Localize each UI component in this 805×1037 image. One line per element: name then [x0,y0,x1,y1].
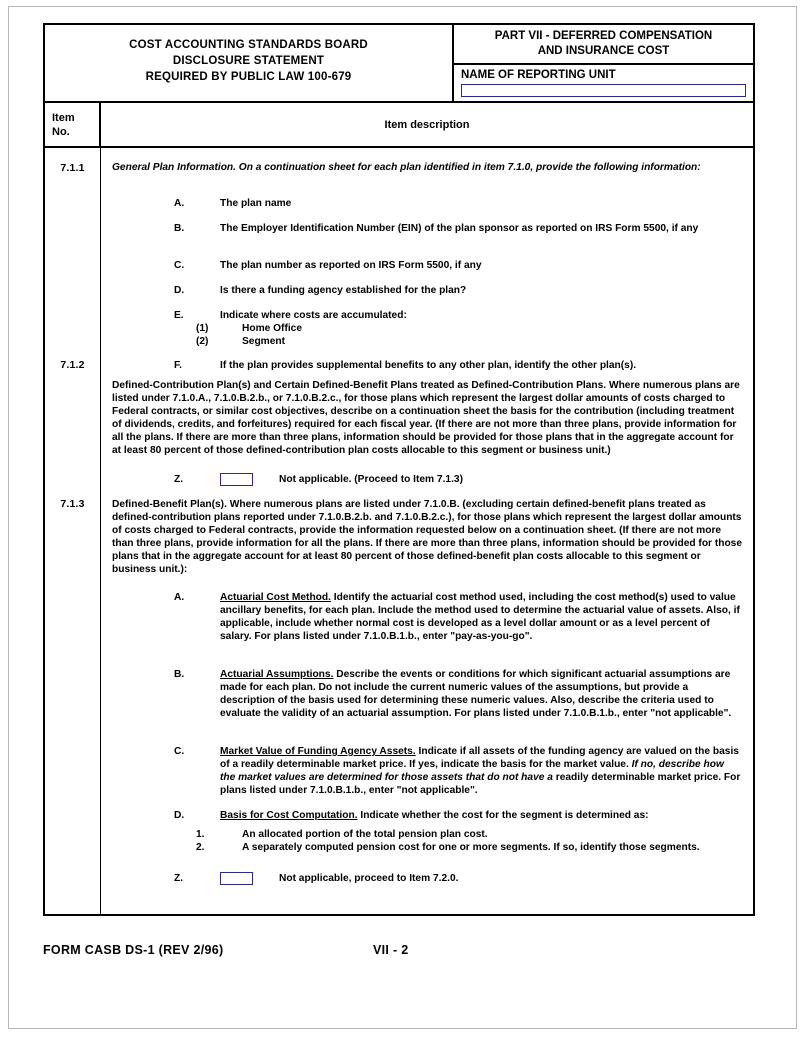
item-7-1-1-sub-e-1-text: Home Office [242,323,303,334]
item-7-1-3-z-label: Z. [174,873,184,884]
item-7-1-1-sub-f-text: If the plan provides supplemental benefits to any other plan, identify the other plan(s). [220,360,637,371]
item-7-1-1-sub-d-label: D. [174,285,185,296]
column-header-item-no-line2: No. [52,125,70,138]
item-7-1-3-sub-c-text-1: Indicate if all assets of the funding agency are valued on the basis of a readily determinable market price. If yes, indicate the basis for the market value. [220,746,739,771]
item-7-1-1-sub-e-2-label: (2) [196,336,209,347]
item-7-1-1-intro [112,161,743,174]
item-7-1-3-sub-d [174,809,741,822]
item-7-1-1-sub-c-label: C. [174,260,185,271]
form-title-line-1: COST ACCOUNTING STANDARDS BOARD [129,39,368,51]
table-column-header [43,103,755,148]
item-7-1-3-sub-c [174,745,741,797]
item-no-column [45,148,101,914]
item-7-1-2-z-text: Not applicable. (Proceed to Item 7.1.3) [279,474,463,485]
item-7-1-3-sub-c-title: Market Value of Funding Agency Assets. [220,746,416,757]
item-7-1-3-sub-a-title: Actuarial Cost Method. [220,592,331,603]
item-7-1-3-not-applicable-checkbox[interactable] [220,872,253,885]
form-title-line-3: REQUIRED BY PUBLIC LAW 100-679 [145,71,352,83]
item-7-1-3-sub-a-body [220,591,741,643]
item-7-1-3-sub-b-label: B. [174,669,185,680]
item-7-1-2-intro-text: Defined-Contribution Plan(s) and Certain Defined-Benefit Plans treated as Defined-Contribution Plans. Where numerous plans are listed under 7.1.0.A., 7.1.0.B.2.b., or 7.1.0.B.2.c., for those plans which represent the largest dollar amounts of costs charged to Federal contracts, or similar cost objectives, describe on a continuation sheet the basis for the contribution (including treatment of dividends, credits, and forfeitures) required for each fiscal year. (If there are not more than three plans, provide information for all the plans. If there are more than three plans, information should be provided for those plans that in the aggregate account for at least 80 percent of those defined-contribution plan costs allocable to this segment or business unit.) [112,380,740,457]
form-sheet [43,23,755,923]
item-7-1-3-sub-a-label: A. [174,592,185,603]
item-7-1-1-sub-b [174,222,741,235]
page-footer [43,943,755,963]
item-7-1-3-sub-b-text: Describe the events or conditions for which significant actuarial assumptions are made for each plan. Do not include the current numeric values of the assumptions, but provide a description of the basis used for determining these numeric values. Also, describe the criteria used to evaluate the validity of an actuarial assumption. For plans listed under 7.1.0.B.1.b., enter "not applicable". [220,669,732,720]
item-7-1-3-intro-text: Defined-Benefit Plan(s). Where numerous plans are listed under 7.1.0.B. (excluding certain defined-benefit plans treated as defined-contribution plans reported under 7.1.0.B.2.b. and 7.1.0.B.2.c.), for those plans which represent the largest dollar amounts of costs charged to Federal contracts, provide the information requested below on a continuation sheet. (If there are not more than three plans, provide information for all the plans. If there are more than three plans, information should be provided for those plans that in the aggregate account for at least 80 percent of those defined-benefit plan costs allocable to this segment or business unit.): [112,499,743,576]
item-7-1-3-sub-b [174,668,741,720]
reporting-unit-input[interactable] [461,84,746,97]
form-header [43,23,755,103]
form-id-label: FORM CASB DS-1 (REV 2/96) [43,943,224,957]
item-no-7-1-2: 7.1.2 [60,359,85,371]
item-7-1-3-sub-d-body [220,809,649,822]
item-7-1-1-sub-c-text: The plan number as reported on IRS Form 5500, if any [220,260,482,271]
column-header-item-no-line1: Item [52,111,75,124]
item-7-1-1-sub-e-1 [196,322,741,335]
table-body [43,148,755,916]
item-7-1-3-sub-c-text-italic: If no, describe how the market values are determined for those assets that do not have a [220,759,724,784]
form-header-right [454,25,753,101]
description-column [101,148,753,914]
item-7-1-3-sub-d-1-label: 1. [196,829,205,840]
item-7-1-3-sub-d-text: Indicate whether the cost for the segment is determined as: [357,810,649,821]
part-title-line-1: PART VII - DEFERRED COMPENSATION [494,30,713,42]
item-7-1-1-sub-e-2 [196,335,741,348]
item-7-1-3-sub-d-1 [196,828,741,841]
item-7-1-1-sub-f-label: F. [174,360,182,371]
item-7-1-2-checkbox-row [174,473,741,486]
item-7-1-1-sub-e-1-label: (1) [196,323,209,334]
item-7-1-1-sub-e-label: E. [174,310,184,321]
part-title-block [454,25,753,65]
item-7-1-1-sub-e-2-text: Segment [242,336,286,347]
item-7-1-2-z-label: Z. [174,474,184,485]
form-title-line-2: DISCLOSURE STATEMENT [172,55,325,67]
form-title-block [45,25,454,101]
column-header-item-no [45,103,101,146]
item-7-1-1-sub-b-text: The Employer Identification Number (EIN) of the plan sponsor as reported on IRS Form 5500, if any [220,223,699,234]
page-number-label: VII - 2 [373,943,409,957]
item-7-1-2-not-applicable-checkbox[interactable] [220,473,253,486]
reporting-unit-block [454,65,753,101]
item-7-1-2-intro [112,379,743,458]
reporting-unit-label: NAME OF REPORTING UNIT [461,69,616,81]
item-7-1-3-sub-b-title: Actuarial Assumptions. [220,669,334,680]
item-7-1-3-sub-d-1-text: An allocated portion of the total pension plan cost. [242,829,488,840]
item-7-1-1-sub-c [174,259,741,272]
item-7-1-1-intro-text: General Plan Information. On a continuation sheet for each plan identified in item 7.1.0, provide the following information: [112,162,701,173]
item-7-1-3-intro [112,498,743,577]
item-7-1-1-sub-a [174,197,741,210]
item-7-1-3-sub-d-2 [196,841,741,854]
column-header-description: Item description [384,118,470,131]
item-7-1-3-sub-c-body [220,745,741,797]
item-7-1-3-z-text: Not applicable, proceed to Item 7.2.0. [279,873,459,884]
item-7-1-1-sub-b-label: B. [174,223,185,234]
part-title-line-2: AND INSURANCE COST [537,45,670,57]
item-7-1-3-checkbox-row [174,872,741,885]
page-canvas [8,6,797,1029]
item-7-1-3-sub-c-label: C. [174,746,185,757]
item-7-1-1-sub-d-text: Is there a funding agency established for the plan? [220,285,467,296]
item-7-1-3-sub-a [174,591,741,643]
item-7-1-1-sub-a-text: The plan name [220,198,292,209]
item-no-7-1-3: 7.1.3 [60,498,85,510]
item-7-1-3-sub-d-2-text: A separately computed pension cost for one or more segments. If so, identify those segments. [242,842,700,853]
item-7-1-1-sub-f [174,359,741,372]
item-7-1-3-sub-d-label: D. [174,810,185,821]
item-7-1-1-sub-e [174,309,741,322]
item-7-1-3-sub-b-body [220,668,741,720]
item-7-1-3-sub-a-text: Identify the actuarial cost method used, including the cost method(s) used to value ancillary benefits, for each plan. Include the method used to determine the actuarial value of assets. Also, if applicable, include whether normal cost is developed as a level dollar amount or as a level percent of salary. For plans listed under 7.1.0.B.1.b., enter "pay-as-you-go". [220,592,740,643]
item-7-1-3-sub-d-2-label: 2. [196,842,205,853]
item-7-1-1-sub-a-label: A. [174,198,185,209]
item-7-1-3-sub-d-title: Basis for Cost Computation. [220,810,358,821]
item-7-1-1-sub-e-text: Indicate where costs are accumulated: [220,310,407,321]
item-7-1-1-sub-d [174,284,741,297]
item-7-1-3-sub-c-text-2: readily determinable market price. For plans listed under 7.1.0.B.1.b., enter "not applicable". [220,772,741,797]
item-no-7-1-1: 7.1.1 [60,162,85,174]
